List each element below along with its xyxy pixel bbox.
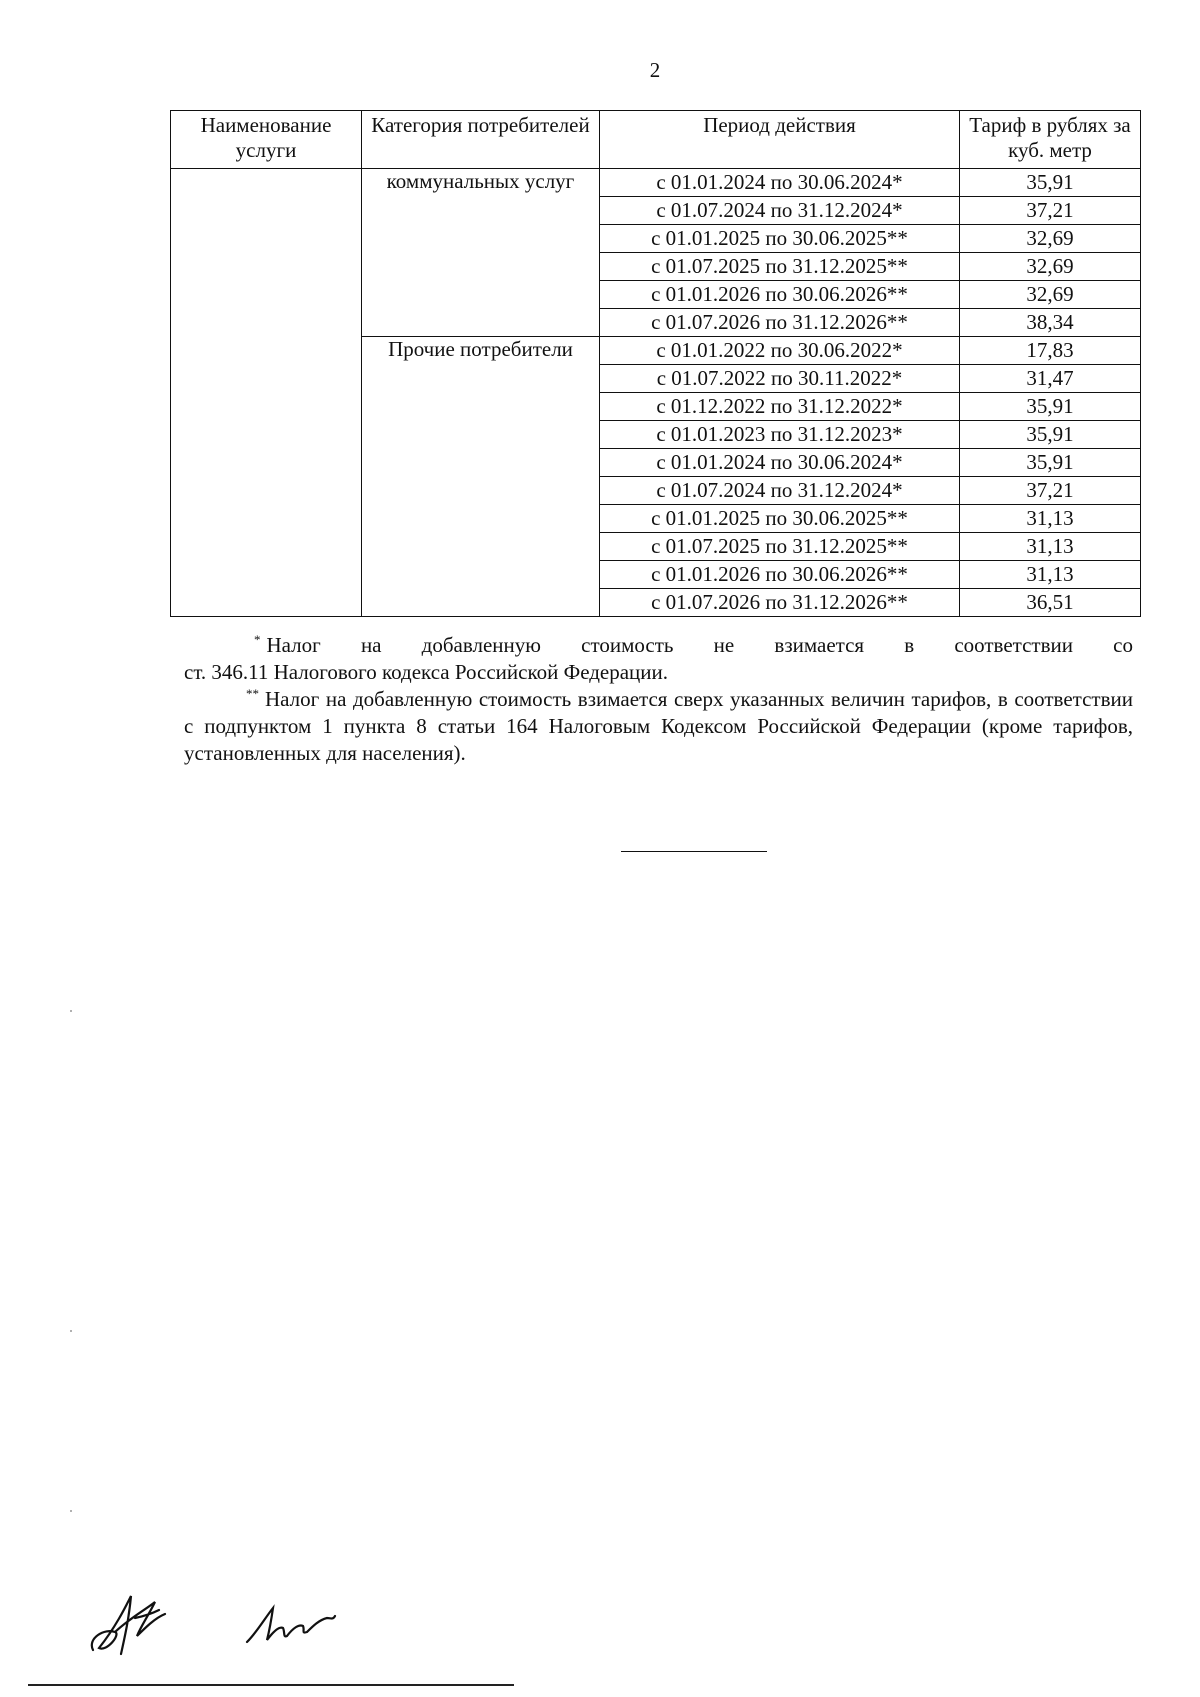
period-cell: с 01.01.2026 по 30.06.2026** (600, 281, 960, 309)
period-cell: с 01.07.2026 по 31.12.2026** (600, 589, 960, 617)
period-cell: с 01.07.2026 по 31.12.2026** (600, 309, 960, 337)
tariff-table-header (171, 111, 1141, 169)
bottom-rule (28, 1684, 514, 1686)
signature-1 (85, 1588, 170, 1658)
scan-speck (70, 1510, 72, 1512)
period-cell: с 01.01.2026 по 30.06.2026** (600, 561, 960, 589)
footnote-2 (184, 686, 1133, 767)
footnote-2-mark: ** (246, 686, 259, 701)
tariff-cell: 37,21 (960, 197, 1141, 225)
period-cell: с 01.07.2024 по 31.12.2024* (600, 477, 960, 505)
signature-2 (243, 1598, 338, 1648)
tariff-cell: 35,91 (960, 169, 1141, 197)
tariff-cell: 32,69 (960, 225, 1141, 253)
period-cell: с 01.01.2024 по 30.06.2024* (600, 449, 960, 477)
table-row (171, 169, 1141, 197)
period-cell: с 01.07.2025 по 31.12.2025** (600, 253, 960, 281)
tariff-cell: 32,69 (960, 281, 1141, 309)
header-row (171, 111, 1141, 169)
period-cell: с 01.01.2023 по 31.12.2023* (600, 421, 960, 449)
tariff-cell: 36,51 (960, 589, 1141, 617)
category-cell: Прочие потребители (362, 337, 600, 617)
period-cell: с 01.01.2024 по 30.06.2024* (600, 169, 960, 197)
period-cell: с 01.12.2022 по 31.12.2022* (600, 393, 960, 421)
tariff-cell: 31,13 (960, 561, 1141, 589)
tariff-table-body (171, 169, 1141, 617)
footnotes (184, 632, 1133, 767)
footnote-1-text-line-1: Налог на добавленную стоимость не взимается в соответствии со (266, 633, 1133, 657)
period-cell: с 01.01.2022 по 30.06.2022* (600, 337, 960, 365)
tariff-cell: 31,13 (960, 533, 1141, 561)
header-service: Наименование услуги (171, 111, 362, 169)
footnote-1-mark: * (254, 632, 261, 647)
tariff-cell: 31,13 (960, 505, 1141, 533)
tariff-cell: 31,47 (960, 365, 1141, 393)
tariff-cell: 32,69 (960, 253, 1141, 281)
category-cell: коммунальных услуг (362, 169, 600, 337)
scan-speck (70, 1010, 72, 1012)
period-cell: с 01.07.2022 по 30.11.2022* (600, 365, 960, 393)
page-number: 2 (649, 58, 661, 82)
period-cell: с 01.07.2025 по 31.12.2025** (600, 533, 960, 561)
footnote-1-line-2: ст. 346.11 Налогового кодекса Российской Федерации. (184, 660, 669, 684)
tariff-cell: 38,34 (960, 309, 1141, 337)
tariff-cell: 35,91 (960, 393, 1141, 421)
tariff-table (170, 110, 1141, 617)
service-name-cell (171, 169, 362, 617)
scan-speck (70, 1330, 72, 1332)
header-category: Категория потребителей (362, 111, 600, 169)
tariff-cell: 35,91 (960, 421, 1141, 449)
period-cell: с 01.01.2025 по 30.06.2025** (600, 505, 960, 533)
tariff-cell: 35,91 (960, 449, 1141, 477)
period-cell: с 01.01.2025 по 30.06.2025** (600, 225, 960, 253)
footnote-1-line-1 (184, 632, 1133, 659)
footnote-2-text: Налог на добавленную стоимость взимается сверх указанных величин тарифов, в соответствии с подпунктом 1 пункта 8 статьи 164 Налоговым Кодексом Российской Федерации (кроме тарифов, установленных для населения). (184, 687, 1133, 765)
header-tariff: Тариф в рублях за куб. метр (960, 111, 1141, 169)
end-of-document-rule (621, 851, 767, 852)
header-period: Период действия (600, 111, 960, 169)
tariff-cell: 37,21 (960, 477, 1141, 505)
tariff-cell: 17,83 (960, 337, 1141, 365)
period-cell: с 01.07.2024 по 31.12.2024* (600, 197, 960, 225)
